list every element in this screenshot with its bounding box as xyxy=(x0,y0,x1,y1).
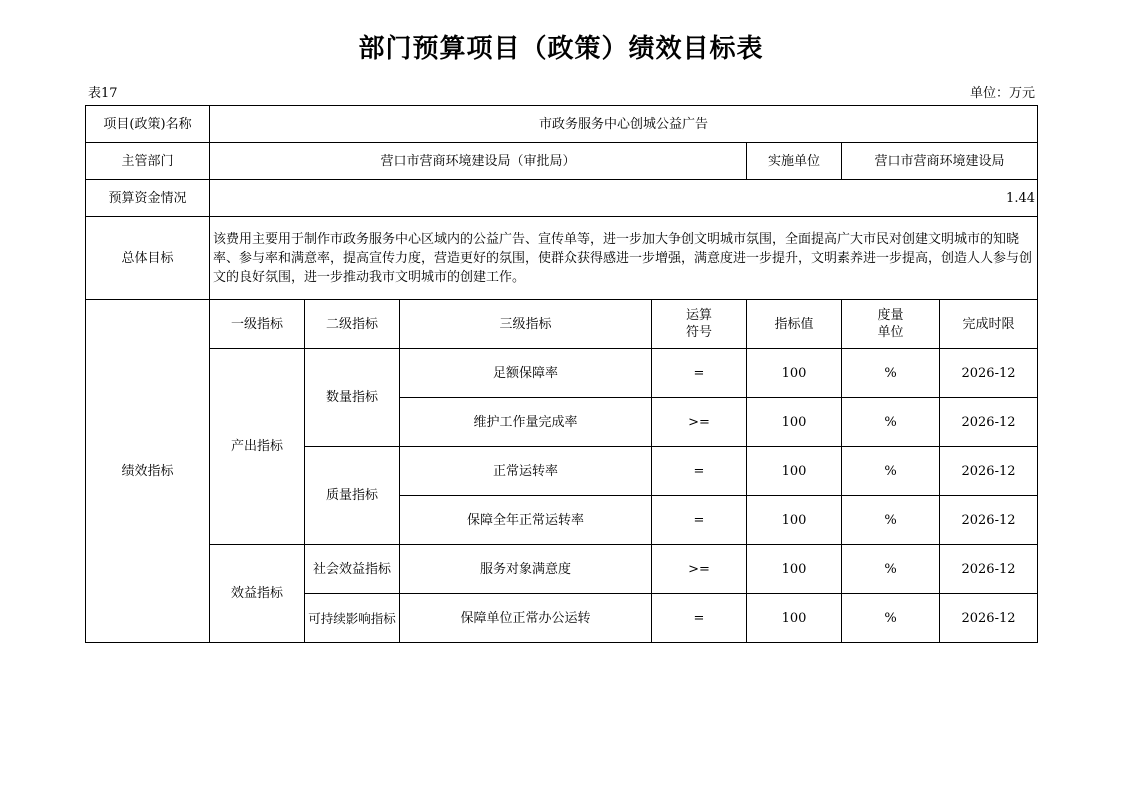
overall-goal-row xyxy=(86,217,1038,300)
group-output: 产出指标 xyxy=(210,349,305,545)
indicator-deadline: 2026-12 xyxy=(940,349,1038,398)
project-name-row xyxy=(86,106,1038,143)
indicator-name: 正常运转率 xyxy=(400,447,652,496)
indicator-operator: = xyxy=(652,594,747,643)
subgroup-sustainable: 可持续影响指标 xyxy=(305,594,400,643)
budget-label: 预算资金情况 xyxy=(86,180,210,217)
unit-label: 单位：万元 xyxy=(969,86,1035,101)
indicator-deadline: 2026-12 xyxy=(940,398,1038,447)
indicator-value: 100 xyxy=(747,349,842,398)
header-level3: 三级指标 xyxy=(400,300,652,349)
performance-table xyxy=(85,105,1038,643)
table-number: 表17 xyxy=(88,86,118,101)
indicator-value: 100 xyxy=(747,545,842,594)
header-level1: 一级指标 xyxy=(210,300,305,349)
indicator-name: 维护工作量完成率 xyxy=(400,398,652,447)
table-row xyxy=(86,349,1038,398)
implementing-unit-value: 营口市营商环境建设局 xyxy=(842,143,1038,180)
indicator-value: 100 xyxy=(747,398,842,447)
indicator-unit: % xyxy=(842,349,940,398)
overall-goal-label: 总体目标 xyxy=(86,217,210,300)
budget-row xyxy=(86,180,1038,217)
indicator-header-row xyxy=(86,300,1038,349)
indicator-name: 保障单位正常办公运转 xyxy=(400,594,652,643)
header-deadline: 完成时限 xyxy=(940,300,1038,349)
implementing-unit-label: 实施单位 xyxy=(747,143,842,180)
indicator-operator: = xyxy=(652,496,747,545)
indicator-operator: >= xyxy=(652,545,747,594)
group-benefit: 效益指标 xyxy=(210,545,305,643)
header-value: 指标值 xyxy=(747,300,842,349)
overall-goal-text: 该费用主要用于制作市政务服务中心区域内的公益广告、宣传单等，进一步加大争创文明城市氛围，全面提高广大市民对创建文明城市的知晓率、参与率和满意率，提高宣传力度，营造更好的氛围，使群众获得感进一步增强，满意度进一步提升，文明素养进一步提高，创造人人参与创文的良好氛围，进一步推动我市文明城市的创建工作。 xyxy=(210,217,1038,300)
project-name-value: 市政务服务中心创城公益广告 xyxy=(210,106,1038,143)
indicator-name: 足额保障率 xyxy=(400,349,652,398)
indicator-value: 100 xyxy=(747,496,842,545)
indicator-name: 服务对象满意度 xyxy=(400,545,652,594)
indicator-deadline: 2026-12 xyxy=(940,447,1038,496)
indicator-operator: >= xyxy=(652,398,747,447)
indicator-unit: % xyxy=(842,545,940,594)
subgroup-quantity: 数量指标 xyxy=(305,349,400,447)
table-row xyxy=(86,545,1038,594)
department-row xyxy=(86,143,1038,180)
indicator-value: 100 xyxy=(747,594,842,643)
indicator-operator: = xyxy=(652,447,747,496)
project-name-label: 项目(政策)名称 xyxy=(86,106,210,143)
indicator-deadline: 2026-12 xyxy=(940,594,1038,643)
indicator-operator: = xyxy=(652,349,747,398)
department-label: 主管部门 xyxy=(86,143,210,180)
indicator-unit: % xyxy=(842,496,940,545)
department-value: 营口市营商环境建设局（审批局） xyxy=(210,143,747,180)
indicator-unit: % xyxy=(842,447,940,496)
header-unit xyxy=(842,300,940,349)
header-level2: 二级指标 xyxy=(305,300,400,349)
budget-value: 1.44 xyxy=(210,180,1038,217)
indicator-unit: % xyxy=(842,398,940,447)
subgroup-social: 社会效益指标 xyxy=(305,545,400,594)
subgroup-quality: 质量指标 xyxy=(305,447,400,545)
header-unit-text: 度量单位 xyxy=(877,308,904,340)
header-operator-text: 运算符号 xyxy=(685,308,712,340)
indicator-deadline: 2026-12 xyxy=(940,545,1038,594)
indicator-deadline: 2026-12 xyxy=(940,496,1038,545)
page-title: 部门预算项目（政策）绩效目标表 xyxy=(358,34,764,64)
header-operator xyxy=(652,300,747,349)
indicator-section-label: 绩效指标 xyxy=(86,300,210,643)
indicator-unit: % xyxy=(842,594,940,643)
indicator-value: 100 xyxy=(747,447,842,496)
indicator-name: 保障全年正常运转率 xyxy=(400,496,652,545)
